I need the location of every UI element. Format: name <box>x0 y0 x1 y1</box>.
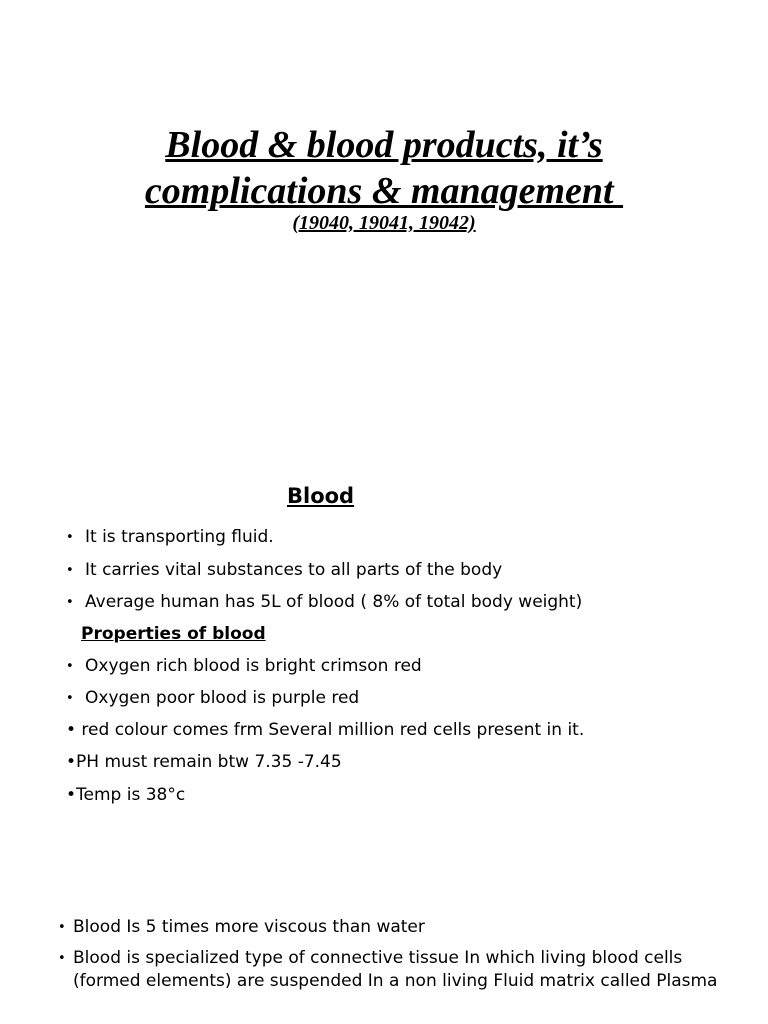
properties-heading: Properties of blood <box>81 624 266 644</box>
bullet-icon: • <box>58 920 66 935</box>
bullet-icon: • <box>66 691 74 706</box>
text-line: • red colour comes frm Several million red cells present in it. <box>66 720 585 740</box>
text-line: •PH must remain btw 7.35 -7.45 <box>66 752 342 772</box>
list-item-text: It carries vital substances to all parts of the body <box>85 560 503 580</box>
title-line-2: complications & management <box>144 170 624 212</box>
list-item <box>58 947 748 993</box>
list-item <box>66 558 502 583</box>
list-item-text: It is transporting fluid. <box>85 527 274 547</box>
blood-heading: Blood <box>287 484 355 508</box>
list-item <box>58 916 748 939</box>
list-item-text: Average human has 5L of blood ( 8% of total body weight) <box>85 592 583 612</box>
text-line: •Temp is 38°c <box>66 785 186 805</box>
bullet-icon: • <box>66 659 74 674</box>
list-item-text: Blood is specialized type of connective tissue In which living blood cells (formed elements) are suspended In a non living Fluid matrix called Plasma <box>73 948 718 991</box>
list-item <box>66 654 422 679</box>
title-line-1: Blood & blood products, it’s <box>165 124 603 166</box>
list-item-text: Blood Is 5 times more viscous than water <box>73 917 425 937</box>
list-item-text: Oxygen rich blood is bright crimson red <box>85 656 422 676</box>
list-item-text: Oxygen poor blood is purple red <box>85 688 360 708</box>
bullet-icon: • <box>58 951 66 966</box>
list-item <box>66 590 582 615</box>
bullet-icon: • <box>66 563 74 578</box>
list-item <box>66 525 274 550</box>
bullet-icon: • <box>66 530 74 545</box>
list-item <box>66 686 359 711</box>
bullet-icon: • <box>66 595 74 610</box>
title-codes: (19040, 19041, 19042) <box>292 212 476 234</box>
title-slide <box>0 122 768 236</box>
